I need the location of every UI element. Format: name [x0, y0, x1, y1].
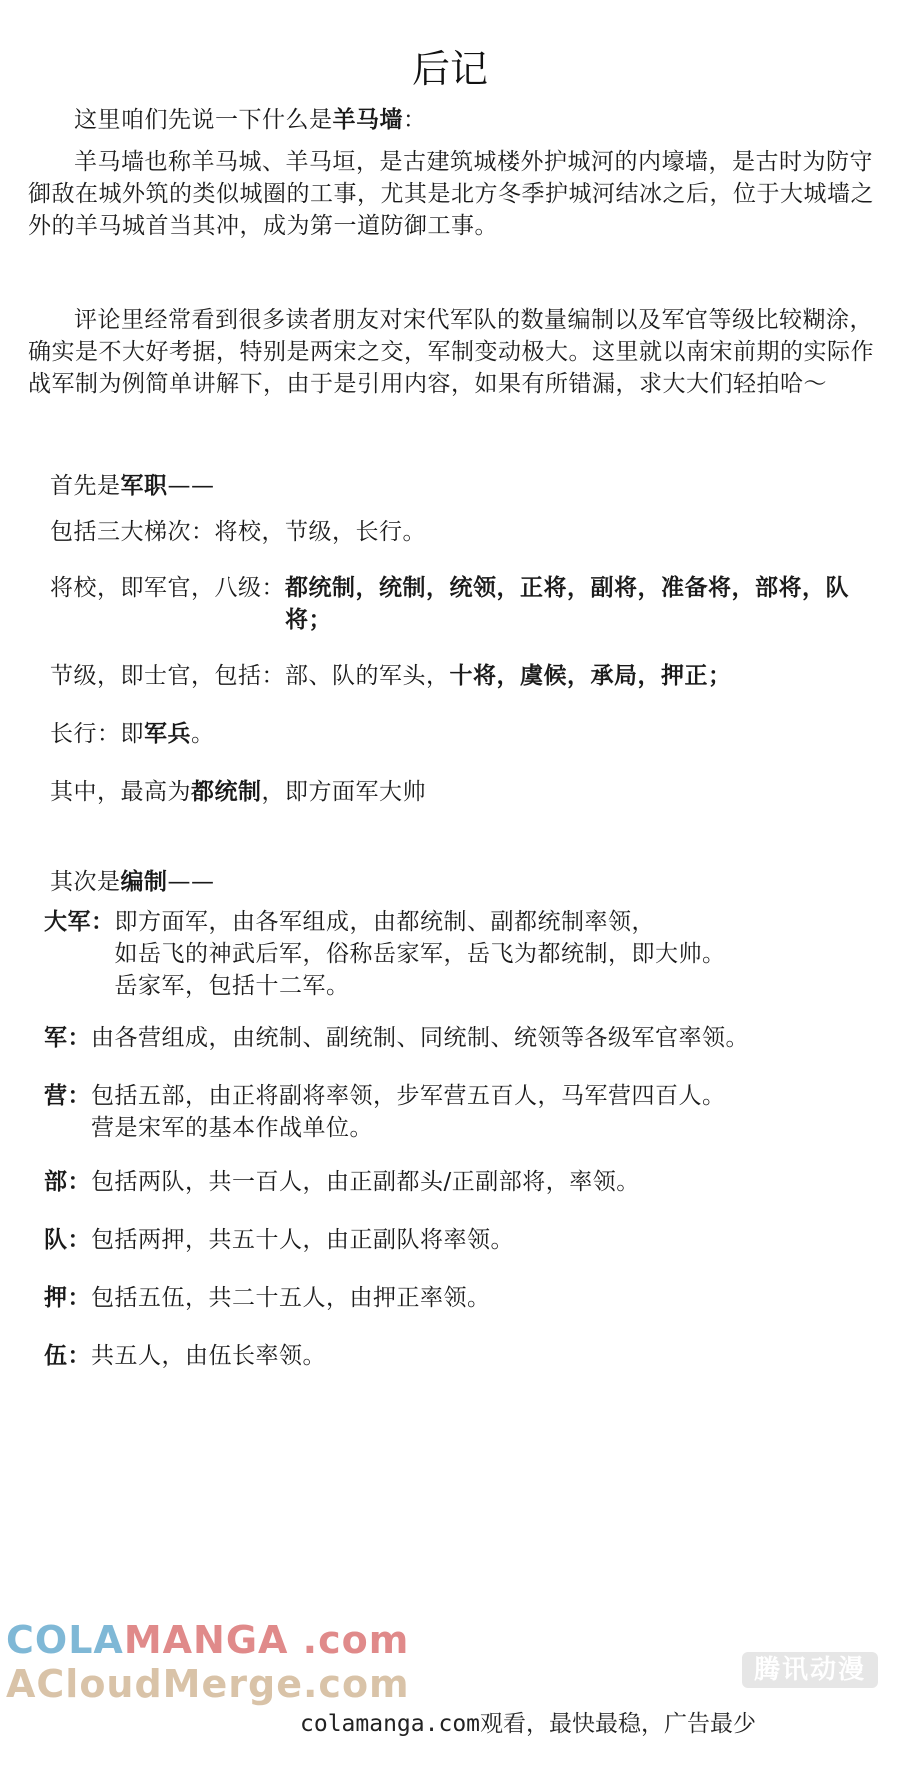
page-title: 后记	[411, 47, 488, 91]
highest-bold: 都统制	[191, 778, 262, 805]
comment-paragraph: 评论里经常看到很多读者朋友对宋代军队的数量编制以及军官等级比较糊涂，确实是不大好考据，特别是两宋之交，军制变动极大。这里就以南宋前期的实际作战军制为例简单讲解下，由于是引用内容，如果有所错漏，求大大们轻拍哈～	[28, 307, 874, 397]
ranks-changxing	[50, 718, 880, 750]
unit-line: 包括五伍，共二十五人，由押正率领。	[91, 1285, 491, 1311]
org-unit-ya	[44, 1282, 880, 1314]
highest-post: ，即方面军大帅	[261, 779, 426, 805]
watermark-colamanga	[6, 1618, 409, 1662]
intro-body: 羊马墙也称羊马城、羊马垣，是古建筑城楼外护城河的内壕墙，是古时为防守御敌在城外筑的类似城圈的工事，尤其是北方冬季护城河结冰之后，位于大城墙之外的羊马城首当其冲，成为第一道防御工事。	[28, 149, 874, 239]
intro-lead	[28, 104, 878, 136]
org-unit-ying	[44, 1080, 880, 1144]
changxing-end: 。	[191, 721, 215, 747]
publisher-logo: 腾讯动漫	[742, 1652, 878, 1688]
org-unit-jun	[44, 1022, 880, 1054]
unit-line: 包括两队，共一百人，由正副都头/正副部将，率领。	[91, 1169, 640, 1195]
unit-key: 押：	[44, 1284, 91, 1311]
ranks-heading-text: 首先是	[50, 473, 121, 499]
unit-line: 如岳飞的神武后军，俗称岳家军，岳飞为都统制，即大帅。	[114, 941, 726, 967]
changxing-value: 军兵	[144, 720, 191, 747]
watermark-acloudmerge: ACloudMerge.com	[6, 1662, 410, 1706]
ranks-heading-bold: 军职	[120, 472, 168, 499]
org-unit-wu	[44, 1340, 880, 1372]
intro-lead-text: 这里咱们先说一下什么是	[74, 107, 333, 133]
unit-line: 共五人，由伍长率领。	[91, 1343, 326, 1369]
org-unit-dui	[44, 1224, 880, 1256]
watermark-cola: COLA	[6, 1618, 124, 1662]
unit-key: 大军：	[44, 908, 115, 935]
jieji-label: 节级，即士官，包括：部、队的军头，	[50, 663, 450, 689]
jieji-value: 十将，虞候，承局，押正；	[449, 662, 732, 689]
intro-lead-colon: ：	[403, 107, 427, 133]
unit-key: 伍：	[44, 1342, 91, 1369]
ranks-jieji	[50, 660, 880, 692]
ranks-jiangxiao	[50, 572, 880, 636]
ranks-heading-dash: ——	[167, 473, 215, 499]
highest-pre: 其中，最高为	[50, 779, 191, 805]
footer-notice: colamanga.com观看，最快最稳，广告最少	[300, 1711, 757, 1737]
changxing-label: 长行：即	[50, 721, 144, 747]
ranks-tiers: 包括三大梯次：将校，节级，长行。	[50, 519, 426, 545]
ranks-heading	[50, 470, 880, 502]
unit-key: 营：	[44, 1082, 91, 1109]
ranks-highest	[50, 776, 880, 808]
unit-line: 营是宋军的基本作战单位。	[91, 1115, 373, 1141]
org-unit-bu	[44, 1166, 880, 1198]
unit-key: 军：	[44, 1024, 91, 1051]
org-heading-bold: 编制	[120, 868, 168, 895]
unit-line: 即方面军，由各军组成，由都统制、副都统制率领，	[114, 909, 655, 935]
unit-key: 队：	[44, 1226, 91, 1253]
org-heading-text: 其次是	[50, 869, 121, 895]
watermark-manga: MANGA .com	[123, 1618, 410, 1662]
unit-line: 岳家军，包括十二军。	[114, 973, 350, 999]
unit-line: 包括两押，共五十人，由正副队将率领。	[91, 1227, 514, 1253]
jiangxiao-label: 将校，即军官，八级：	[50, 575, 285, 601]
unit-line: 由各营组成，由统制、副统制、同统制、统领等各级军官率领。	[91, 1025, 749, 1051]
org-heading	[50, 866, 880, 898]
org-heading-dash: ——	[167, 869, 215, 895]
intro-lead-bold: 羊马墙	[332, 106, 403, 133]
unit-key: 部：	[44, 1168, 91, 1195]
org-unit-army	[44, 906, 880, 1002]
jiangxiao-value: 都统制，统制，统领，正将，副将，准备将，部将，队将；	[285, 574, 849, 633]
unit-line: 包括五部，由正将副将率领，步军营五百人，马军营四百人。	[91, 1083, 726, 1109]
